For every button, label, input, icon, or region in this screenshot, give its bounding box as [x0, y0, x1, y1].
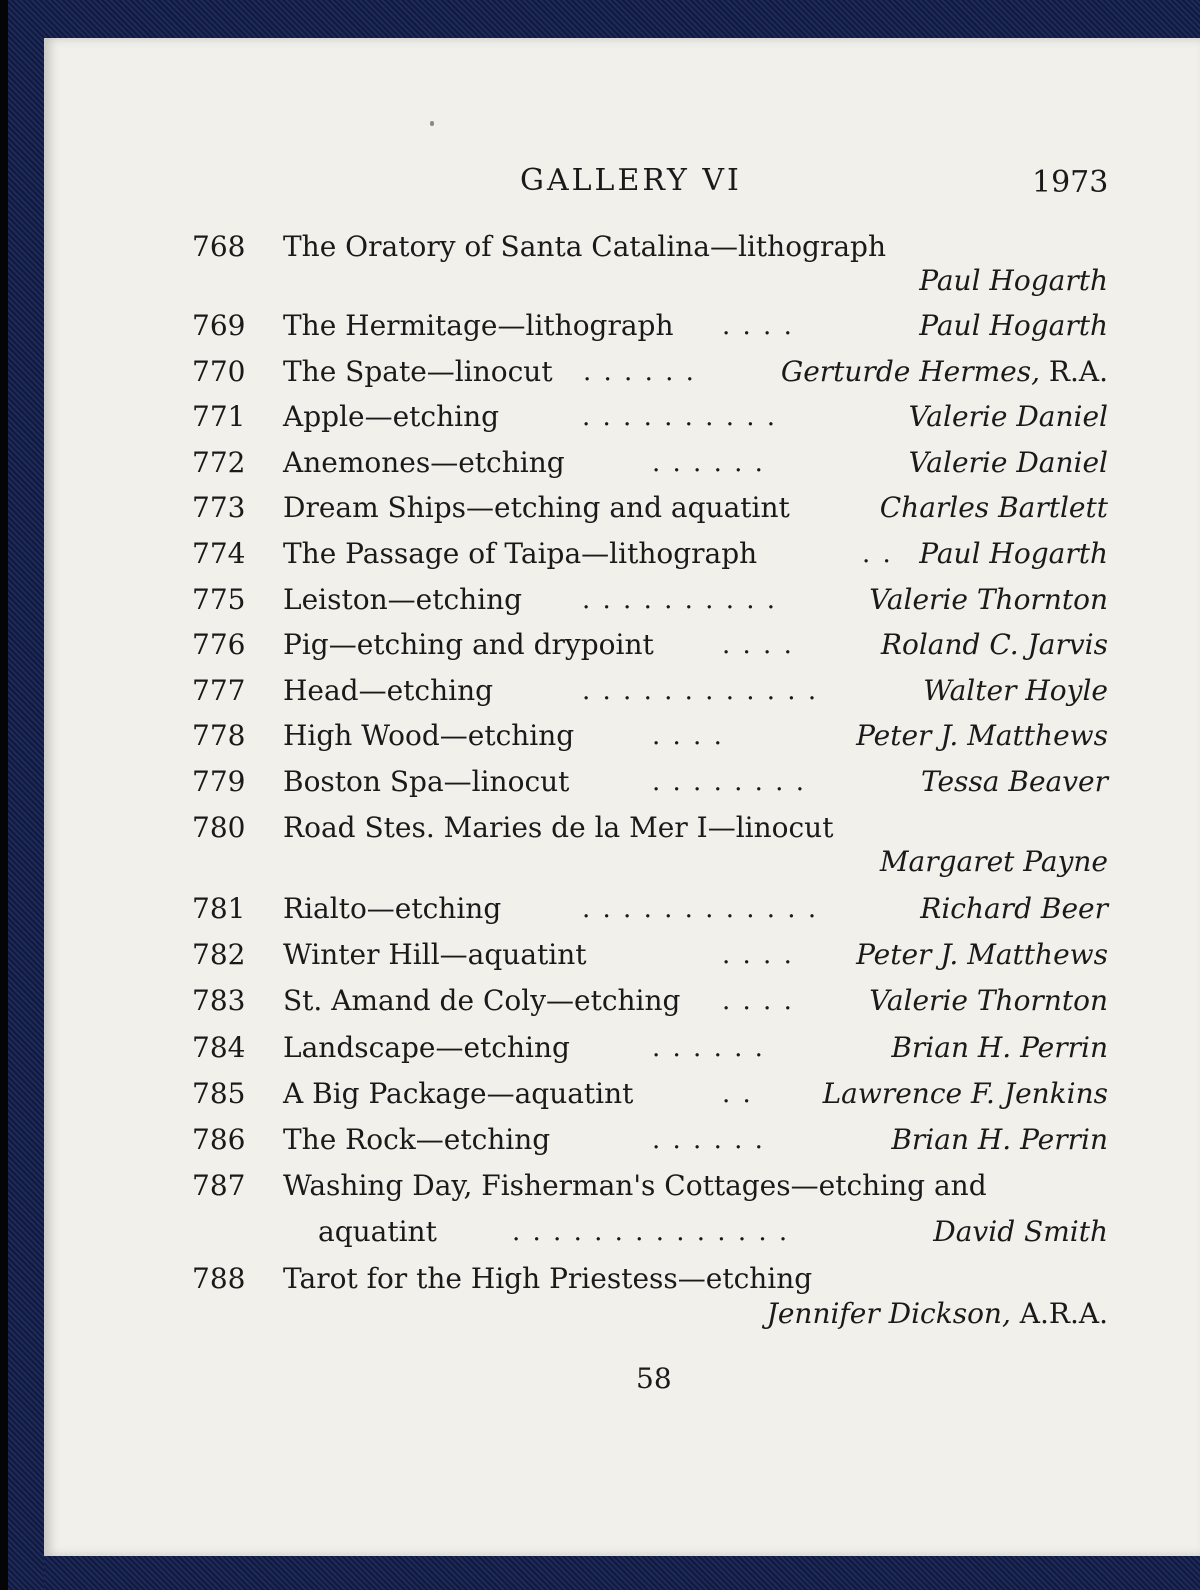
- entry-artist: Roland C. Jarvis: [880, 628, 1108, 661]
- entry-title: The Oratory of Santa Catalina—lithograph: [283, 230, 887, 263]
- entry-title: Washing Day, Fisherman's Cottages—etching and: [283, 1169, 987, 1202]
- entry-artist: Valerie Daniel: [908, 400, 1108, 433]
- entry-title: High Wood—etching: [283, 719, 575, 752]
- entry-title: A Big Package—aquatint: [283, 1077, 634, 1110]
- entry-number: 775: [192, 583, 246, 616]
- entry-number: 786: [192, 1123, 246, 1156]
- entry-artist: Paul Hogarth: [919, 264, 1108, 297]
- entry-artist: Valerie Daniel: [908, 446, 1108, 479]
- dot-leaders: . . . .: [722, 630, 794, 660]
- artist-name: Gerturde Hermes,: [780, 355, 1040, 388]
- artist-honour: A.R.A.: [1019, 1297, 1108, 1330]
- entry-artist: Valerie Thornton: [869, 583, 1108, 616]
- entry-title: Rialto—etching: [283, 892, 502, 925]
- entry-artist: Valerie Thornton: [869, 984, 1108, 1017]
- dot-leaders: . . . .: [722, 986, 794, 1016]
- entry-title: The Rock—etching: [283, 1123, 551, 1156]
- dot-leaders: . . . . . . . . . .: [582, 402, 778, 432]
- entry-title: Winter Hill—aquatint: [283, 938, 587, 971]
- dot-leaders: . . . . . .: [652, 1125, 765, 1155]
- entry-title: Pig—etching and drypoint: [283, 628, 654, 661]
- entry-number: 780: [192, 811, 246, 844]
- entry-title: Landscape—etching: [283, 1031, 570, 1064]
- entry-number: 771: [192, 400, 246, 433]
- entry-artist: [781, 355, 1108, 388]
- entry-artist: [767, 1297, 1108, 1330]
- paper-speck: [430, 121, 434, 126]
- entry-title: Apple—etching: [283, 400, 500, 433]
- cover-bottom: [44, 1556, 1200, 1590]
- entry-artist: David Smith: [933, 1215, 1108, 1248]
- entry-number: 779: [192, 765, 246, 798]
- entry-title: Tarot for the High Priestess—etching: [283, 1262, 813, 1295]
- entry-title: Head—etching: [283, 674, 494, 707]
- entry-title: Anemones—etching: [283, 446, 565, 479]
- entry-artist: Lawrence F. Jenkins: [822, 1077, 1108, 1110]
- entry-title: Road Stes. Maries de la Mer I—linocut: [283, 811, 834, 844]
- entry-number: 781: [192, 892, 246, 925]
- entry-artist: Paul Hogarth: [919, 537, 1108, 570]
- dot-leaders: . . . . . . . .: [652, 767, 806, 797]
- entry-number: 772: [192, 446, 246, 479]
- entry-title-continued: aquatint: [318, 1215, 437, 1248]
- cover-edge: [0, 0, 8, 1590]
- entry-title: Dream Ships—etching and aquatint: [283, 491, 790, 524]
- dot-leaders: . . . .: [652, 721, 724, 751]
- entry-artist: Brian H. Perrin: [891, 1123, 1108, 1156]
- header-year: 1973: [1032, 165, 1109, 200]
- entry-number: 788: [192, 1262, 246, 1295]
- entry-number: 770: [192, 355, 246, 388]
- entry-title: St. Amand de Coly—etching: [283, 984, 681, 1017]
- dot-leaders: . .: [862, 539, 893, 569]
- dot-leaders: . . . .: [722, 940, 794, 970]
- dot-leaders: . . . . . . . . . . . .: [582, 894, 819, 924]
- entry-artist: Walter Hoyle: [923, 674, 1108, 707]
- entry-number: 785: [192, 1077, 246, 1110]
- entry-title: The Passage of Taipa—lithograph: [283, 537, 758, 570]
- entry-title: The Hermitage—lithograph: [283, 309, 674, 342]
- dot-leaders: . . . . . . . . . . . . . .: [512, 1217, 790, 1247]
- page-number: 58: [636, 1362, 672, 1395]
- dot-leaders: . . . . . .: [652, 448, 765, 478]
- entry-number: 787: [192, 1169, 246, 1202]
- entry-artist: Peter J. Matthews: [856, 938, 1108, 971]
- entry-number: 773: [192, 491, 246, 524]
- running-head: GALLERY VI: [520, 163, 742, 198]
- entry-number: 774: [192, 537, 246, 570]
- entry-artist: Tessa Beaver: [920, 765, 1108, 798]
- entry-artist: Peter J. Matthews: [856, 719, 1108, 752]
- dot-leaders: . . . .: [722, 311, 794, 341]
- entry-number: 784: [192, 1031, 246, 1064]
- entry-artist: Margaret Payne: [879, 845, 1108, 878]
- entry-number: 769: [192, 309, 246, 342]
- dot-leaders: . . . . . . . . . .: [582, 585, 778, 615]
- dot-leaders: . . . . . .: [652, 1033, 765, 1063]
- entry-artist: Richard Beer: [920, 892, 1108, 925]
- entry-artist: Paul Hogarth: [919, 309, 1108, 342]
- entry-title: The Spate—linocut: [283, 355, 553, 388]
- artist-name: Jennifer Dickson,: [766, 1297, 1011, 1330]
- entry-number: 768: [192, 230, 246, 263]
- entry-number: 783: [192, 984, 246, 1017]
- entry-title: Leiston—etching: [283, 583, 523, 616]
- dot-leaders: . . . . . .: [583, 357, 696, 387]
- entry-artist: Brian H. Perrin: [891, 1031, 1108, 1064]
- entry-number: 776: [192, 628, 246, 661]
- entry-number: 778: [192, 719, 246, 752]
- entry-artist: Charles Bartlett: [879, 491, 1108, 524]
- entry-title: Boston Spa—linocut: [283, 765, 570, 798]
- dot-leaders: . . . . . . . . . . . .: [582, 676, 819, 706]
- entry-number: 777: [192, 674, 246, 707]
- artist-honour: R.A.: [1048, 355, 1108, 388]
- entry-number: 782: [192, 938, 246, 971]
- dot-leaders: . .: [722, 1079, 753, 1109]
